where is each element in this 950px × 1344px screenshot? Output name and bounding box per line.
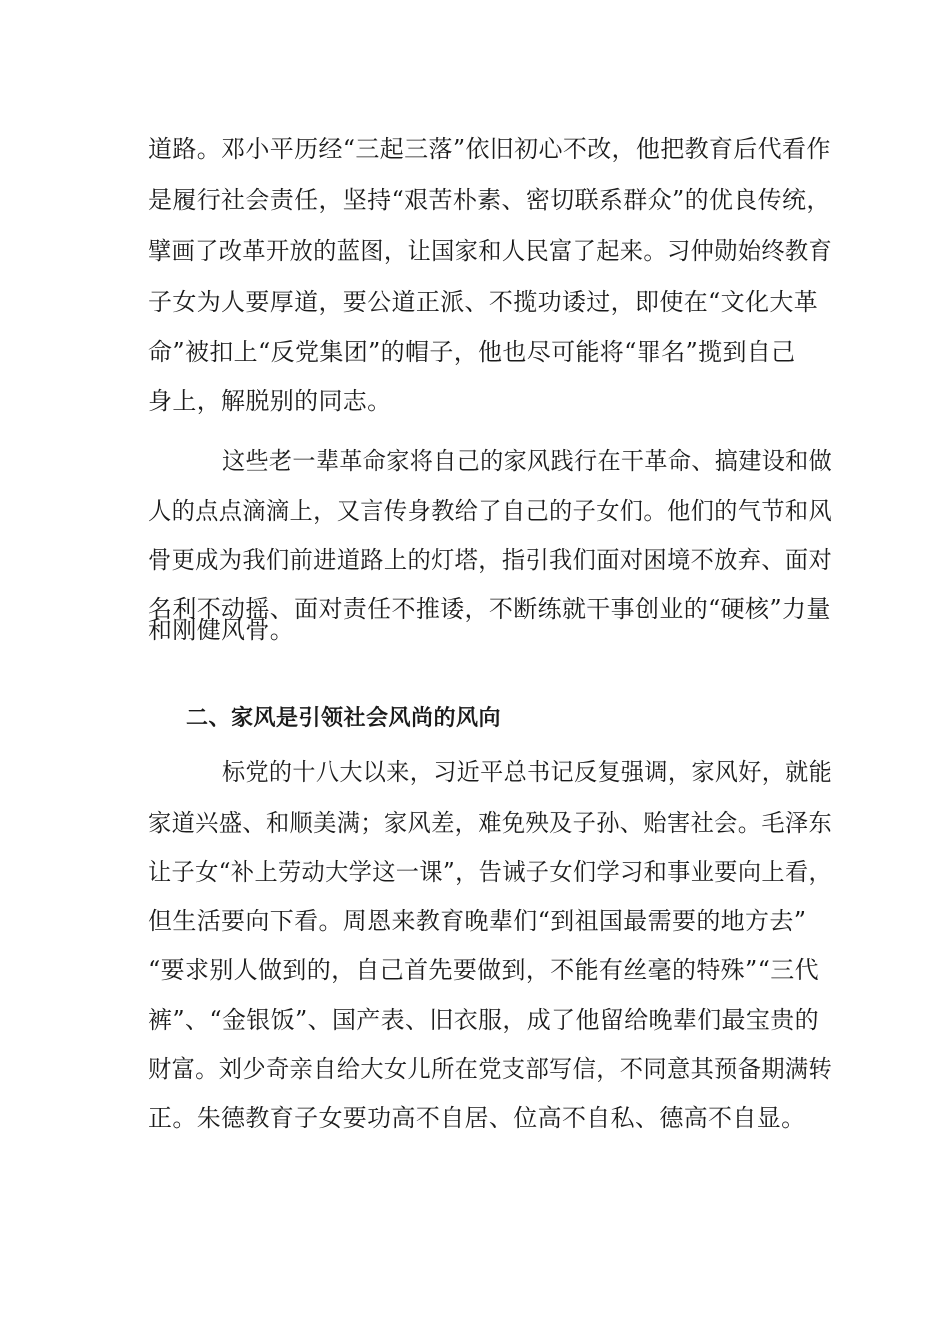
text-line: 这些老一辈革命家将自己的家风践行在干革命、搞建设和做 xyxy=(222,447,833,475)
text-line: “要求别人做到的，自己首先要做到，不能有丝毫的特殊”“三代 xyxy=(148,956,819,984)
text-line: 擘画了改革开放的蓝图，让国家和人民富了起来。习仲勋始终教育 xyxy=(148,237,833,265)
text-line: 但生活要向下看。周恩来教育晚辈们“到祖国最需要的地方去” xyxy=(148,907,807,935)
text-line: 道路。邓小平历经“三起三落”依旧初心不改，他把教育后代看作 xyxy=(148,135,831,163)
text-line: 标党的十八大以来，习近平总书记反复强调，家风好，就能 xyxy=(222,758,833,786)
text-line: 是履行社会责任，坚持“艰苦朴素、密切联系群众”的优良传统， xyxy=(148,186,831,214)
text-line: 裤”、“金银饭”、国产表、旧衣服，成了他留给晚辈们最宝贵的 xyxy=(148,1006,819,1034)
text-line: 家道兴盛、和顺美满；家风差，难免殃及子孙、贻害社会。毛泽东 xyxy=(148,809,833,837)
text-line: 命”被扣上“反党集团”的帽子，他也尽可能将“罪名”揽到自己 xyxy=(148,338,796,366)
text-line: 身上，解脱别的同志。 xyxy=(148,387,392,415)
text-line: 财富。刘少奇亲自给大女儿所在党支部写信，不同意其预备期满转 xyxy=(148,1055,833,1083)
text-line: 人的点点滴滴上，又言传身教给了自己的子女们。他们的气节和风 xyxy=(148,497,833,525)
text-line: 正。朱德教育子女要功高不自居、位高不自私、德高不自显。 xyxy=(148,1104,806,1132)
text-line: 骨更成为我们前进道路上的灯塔，指引我们面对困境不放弃、面对 xyxy=(148,546,833,574)
text-line: 让子女“补上劳动大学这一课”，告诫子女们学习和事业要向上看， xyxy=(148,858,833,886)
text-line: 子女为人要厚道，要公道正派、不揽功诿过，即使在“文化大革 xyxy=(148,288,819,316)
section-heading: 二、家风是引领社会风尚的风向 xyxy=(186,706,502,731)
text-line: 和刚健风骨。 xyxy=(148,616,295,644)
text-line: 名利不动摇、面对责任不推诿，不断练就干事创业的“硬核”力量 xyxy=(148,595,831,623)
